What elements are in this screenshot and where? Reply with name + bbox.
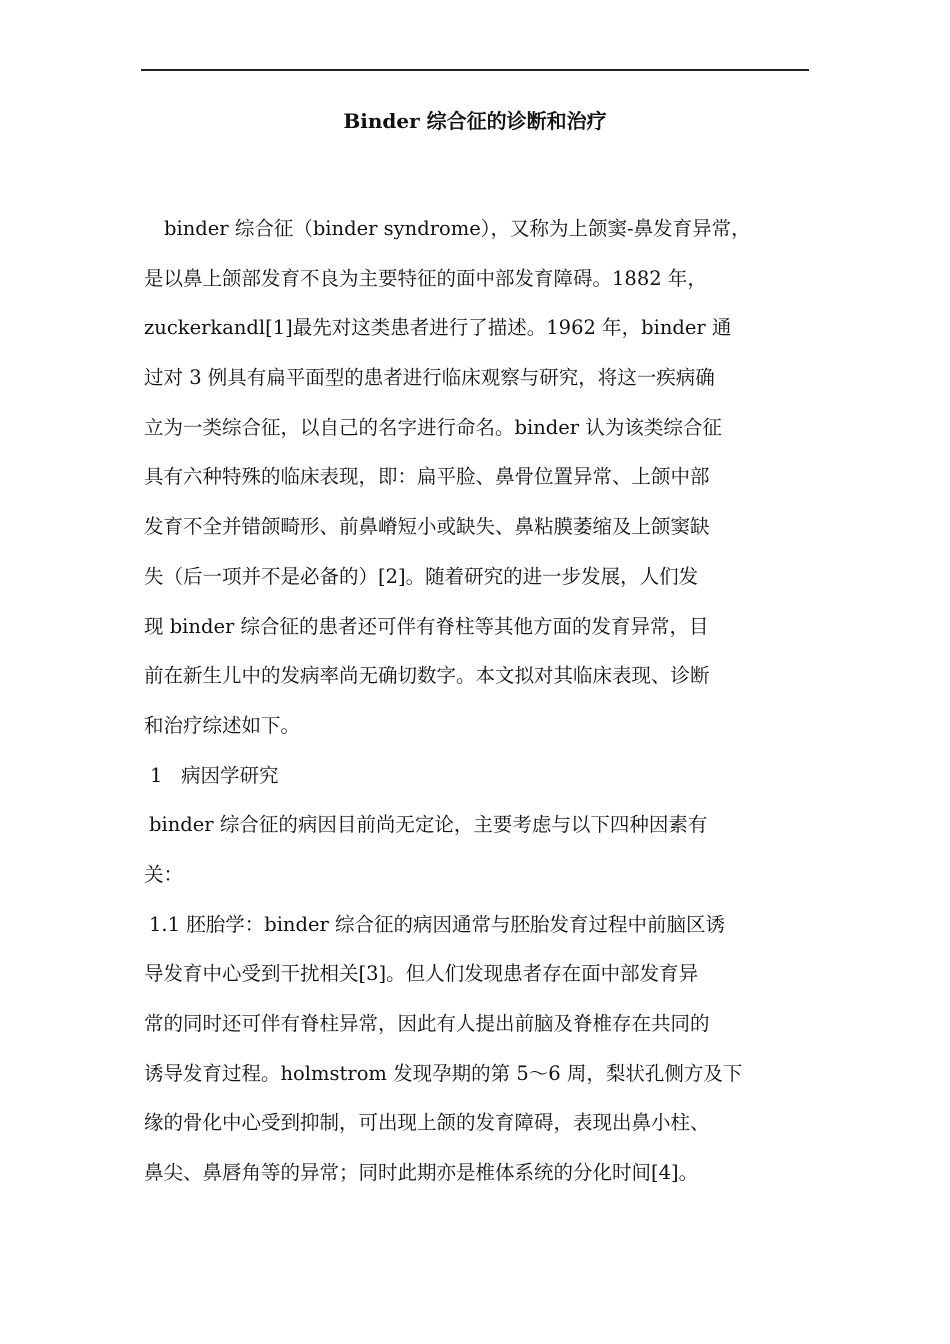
document-title: Binder 综合征的诊断和治疗	[343, 109, 607, 133]
text-line: 过对 3 例具有扁平面型的患者进行临床观察与研究，将这一疾病确	[144, 366, 715, 390]
section-heading: 1 病因学研究	[150, 763, 279, 787]
header-rule	[141, 69, 809, 71]
text-line: 立为一类综合征，以自己的名字进行命名。binder 认为该类综合征	[144, 415, 722, 439]
subsection-paragraph	[144, 900, 806, 1198]
text-line: 前在新生儿中的发病率尚无确切数字。本文拟对其临床表现、诊断	[144, 664, 710, 688]
text-line: 鼻尖、鼻唇角等的异常；同时此期亦是椎体系统的分化时间[4]。	[144, 1161, 699, 1185]
section-heading-paragraph	[144, 751, 806, 801]
intro-paragraph	[144, 204, 806, 751]
text-line: 和治疗综述如下。	[144, 713, 301, 737]
text-line: binder 综合征的病因目前尚无定论，主要考虑与以下四种因素有	[149, 813, 708, 837]
document-body	[144, 204, 806, 1198]
text-line: 常的同时还可伴有脊柱异常，因此有人提出前脑及脊椎存在共同的	[144, 1012, 710, 1035]
text-line: 缘的骨化中心受到抑制，可出现上颌的发育障碍，表现出鼻小柱、	[144, 1111, 710, 1135]
text-line: 导发育中心受到干扰相关[3]。但人们发现患者存在面中部发育异	[144, 962, 699, 986]
text-line: 具有六种特殊的临床表现，即：扁平脸、鼻骨位置异常、上颌中部	[144, 465, 710, 489]
text-line: 诱导发育过程。holmstrom 发现孕期的第 5～6 周，梨状孔侧方及下	[144, 1061, 743, 1085]
text-line: 关：	[144, 862, 184, 886]
text-line: 是以鼻上颌部发育不良为主要特征的面中部发育障碍。1882 年，	[144, 266, 707, 290]
text-line: 失（后一项并不是必备的）[2]。随着研究的进一步发展，人们发	[144, 564, 699, 588]
text-line: 1.1 胚胎学：binder 综合征的病因通常与胚胎发育过程中前脑区诱	[149, 912, 726, 936]
text-line: 发育不全并错颌畸形、前鼻嵴短小或缺失、鼻粘膜萎缩及上颌窦缺	[144, 515, 710, 539]
text-line: zuckerkandl[1]最先对这类患者进行了描述。1962 年，binder 通	[144, 316, 732, 340]
text-line: binder 综合征（binder syndrome），又称为上颌窦-鼻发育异常，	[164, 217, 751, 240]
section-intro-paragraph	[144, 800, 806, 899]
text-line: 现 binder 综合征的患者还可伴有脊柱等其他方面的发育异常，目	[144, 614, 709, 638]
